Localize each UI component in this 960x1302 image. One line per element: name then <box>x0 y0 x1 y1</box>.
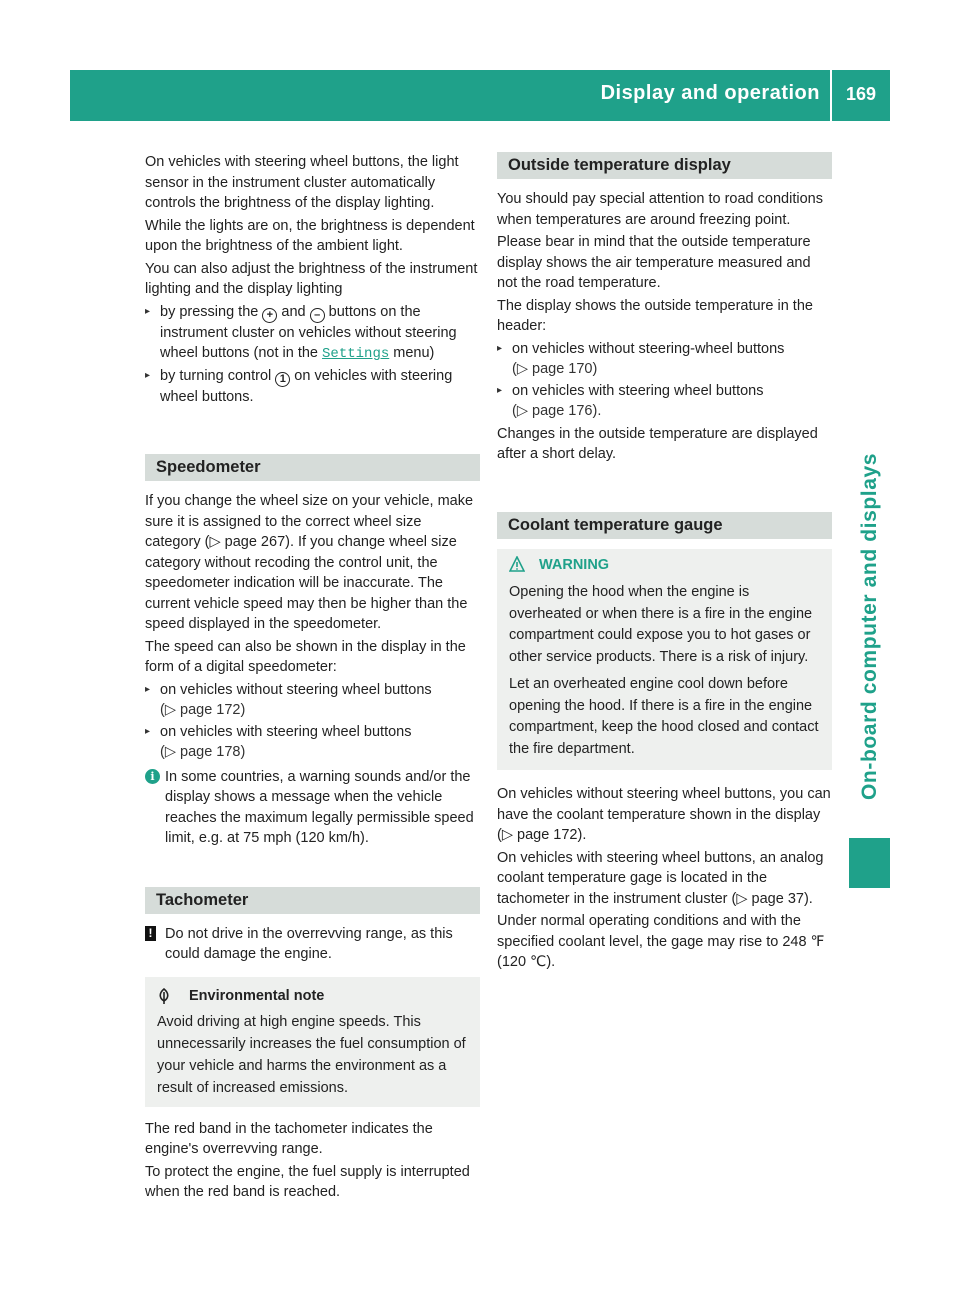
section-heading-speedometer: Speedometer <box>145 454 480 481</box>
warning-box <box>497 549 832 771</box>
plus-button-icon: + <box>262 308 277 323</box>
list-item: ▸ on vehicles with steering wheel buttons (▷ page 176). <box>497 381 832 422</box>
left-column <box>145 152 480 1205</box>
intro-paragraph-1: On vehicles with steering wheel buttons, the light sensor in the instrument cluster automatically controls the brightness of the display lighting. <box>145 154 459 211</box>
page-reference-link[interactable]: (▷ page 170) <box>512 361 598 377</box>
exclamation-icon: ! <box>145 926 156 941</box>
coolant-paragraph-1: On vehicles without steering wheel buttons, you can have the coolant temperature shown in the display (▷ page 172). <box>497 786 831 843</box>
control-1-icon: 1 <box>275 372 290 387</box>
outside-paragraph-3: The display shows the outside temperature in the header: <box>497 297 813 334</box>
info-note: i In some countries, a warning sounds and/or the display shows a message when the vehicle reaches the maximum legally permissible speed limit, e.g. at 75 mph (120 km/h). <box>145 767 480 849</box>
warning-triangle-icon <box>509 556 525 572</box>
page-reference-link[interactable]: (▷ page 176). <box>512 403 602 419</box>
leaf-icon <box>157 988 171 1004</box>
header-bar <box>70 70 890 121</box>
list-item: ▸ on vehicles without steering wheel buttons (▷ page 172) <box>145 680 480 721</box>
list-item: ▸ by pressing the + and – buttons on the instrument cluster on vehicles without steering wheel buttons (not in the Settings menu) <box>145 302 480 365</box>
section-heading-coolant: Coolant temperature gauge <box>497 512 832 539</box>
list-item: ▸ by turning control 1 on vehicles with steering wheel buttons. <box>145 366 480 408</box>
page-reference-link[interactable]: (▷ page 172) <box>160 702 246 718</box>
outside-paragraph-2: Please bear in mind that the outside temperature display shows the air temperature measured and not the road temperature. <box>497 234 811 291</box>
side-section-marker <box>849 838 890 888</box>
environmental-note-title: Environmental note <box>157 985 472 1007</box>
header-title: Display and operation <box>600 82 820 104</box>
info-icon: i <box>145 769 160 784</box>
section-heading-outside-temperature: Outside temperature display <box>497 152 832 179</box>
damage-notice: ! Do not drive in the overrevving range, as this could damage the engine. <box>145 924 480 965</box>
warning-paragraph-2: Let an overheated engine cool down before opening the hood. If there is a fire in the engine compartment, keep the hood closed and contact the fire department. <box>509 676 819 757</box>
tachometer-paragraph-2: To protect the engine, the fuel supply is interrupted when the red band is reached. <box>145 1163 470 1200</box>
intro-paragraph-2: While the lights are on, the brightness is dependent upon the brightness of the ambient light. <box>145 217 475 254</box>
speedometer-paragraph-2: The speed can also be shown in the display in the form of a digital speedometer: <box>145 638 466 675</box>
page-number: 169 <box>845 84 876 104</box>
right-column <box>497 152 832 975</box>
side-section-label: On-board computer and displays <box>858 452 881 800</box>
outside-list <box>497 339 832 422</box>
coolant-paragraph-3: Under normal operating conditions and with the specified coolant level, the gage may rise to 248 ℉ (120 ℃). <box>497 913 825 970</box>
environmental-note-box <box>145 977 480 1107</box>
outside-paragraph-4: Changes in the outside temperature are displayed after a short delay. <box>497 425 818 462</box>
environmental-note-text: Avoid driving at high engine speeds. This unnecessarily increases the fuel consumption of your vehicle and harms the environment as a result of increased emissions. <box>157 1013 466 1096</box>
settings-menu-link[interactable]: Settings <box>322 346 390 362</box>
header-divider <box>830 70 832 121</box>
speedometer-list <box>145 680 480 763</box>
warning-title: WARNING <box>509 555 824 577</box>
page-reference-link[interactable]: (▷ page 178) <box>160 744 246 760</box>
minus-button-icon: – <box>310 308 325 323</box>
tachometer-paragraph-1: The red band in the tachometer indicates the engine's overrevving range. <box>145 1120 433 1157</box>
warning-paragraph-1: Opening the hood when the engine is overheated or when there is a fire in the engine compartment could expose you to hot gases or other service products. There is a risk of injury. <box>509 584 813 665</box>
brightness-list <box>145 302 480 408</box>
list-item: ▸ on vehicles without steering-wheel buttons (▷ page 170) <box>497 339 832 380</box>
intro-paragraph-3: You can also adjust the brightness of the instrument lighting and the display lighting <box>145 260 478 297</box>
list-item: ▸ on vehicles with steering wheel buttons (▷ page 178) <box>145 722 480 763</box>
outside-paragraph-1: You should pay special attention to road conditions when temperatures are around freezing point. <box>497 191 823 228</box>
section-heading-tachometer: Tachometer <box>145 887 480 914</box>
speedometer-paragraph-1: If you change the wheel size on your vehicle, make sure it is assigned to the correct wheel size category (▷ page 267). If you change wheel size category without recoding the control unit, the speedometer indication will be inaccurate. The current vehicle speed may then be higher than the speed displayed in the speedometer. <box>145 493 474 632</box>
coolant-paragraph-2: On vehicles with steering wheel buttons, an analog coolant temperature gage is located in the tachometer in the instrument cluster (▷ page 37). <box>497 849 824 907</box>
